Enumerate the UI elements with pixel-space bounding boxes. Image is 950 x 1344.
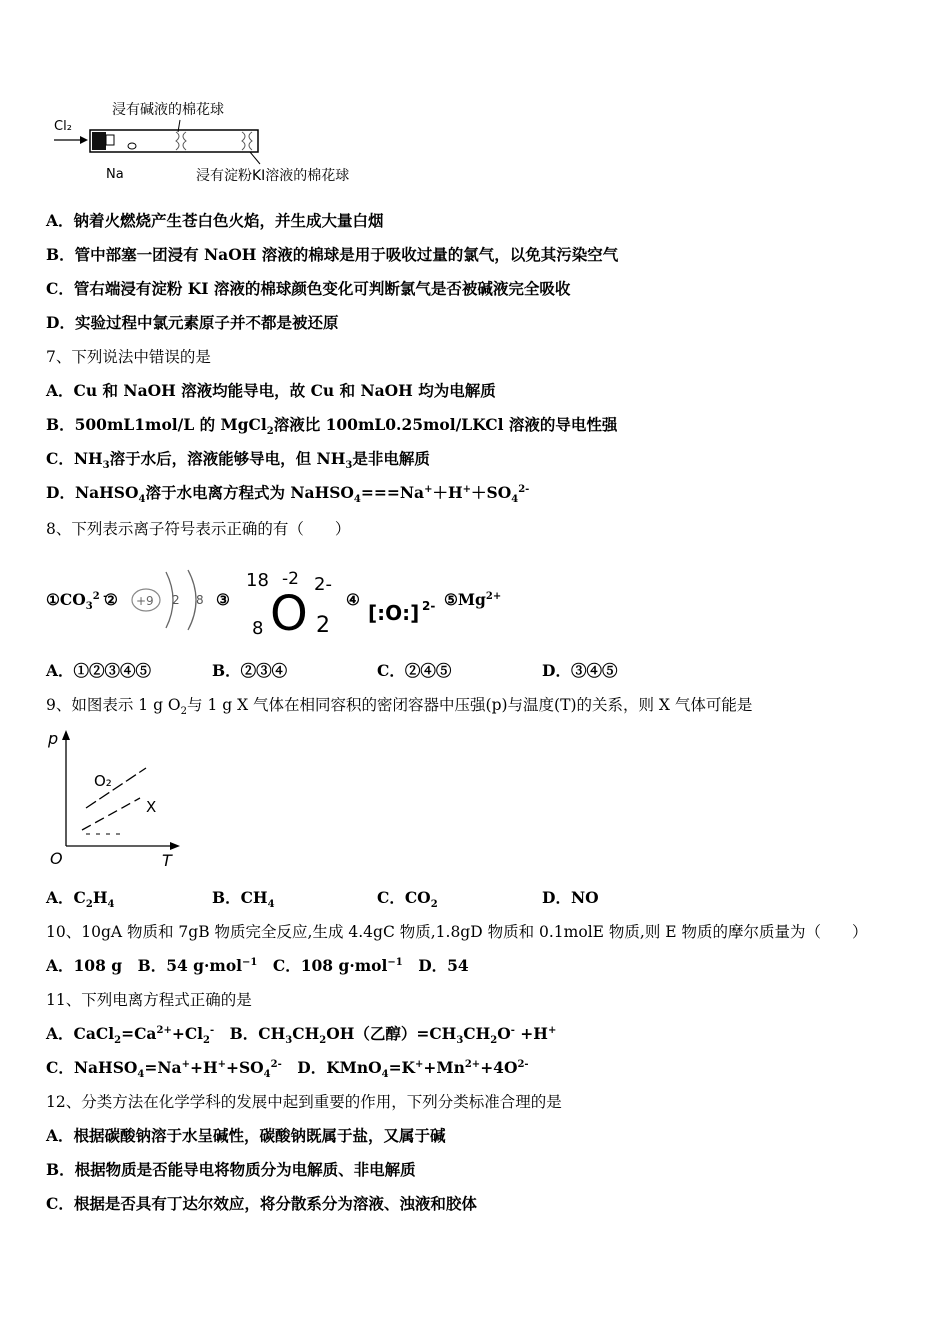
q6-option-a: A．钠着火燃烧产生苍白色火焰，并生成大量白烟 (46, 211, 384, 230)
upper-label: 浸有碱液的棉花球 (112, 102, 224, 118)
q9-option-c: C．$CO_2$ (377, 888, 438, 911)
q10-options: A．108 g B．54 g·mol$^{-1}$ C．108 g·mol$^{-1}$ D．54 (46, 956, 469, 975)
q8-items (46, 560, 566, 640)
svg-text:2: 2 (172, 593, 180, 607)
svg-text:-2: -2 (282, 569, 299, 589)
svg-text:2-: 2- (422, 599, 436, 613)
q8-item-4: ④ (346, 590, 360, 609)
q11-stem: 11、下列电离方程式正确的是 (46, 991, 252, 1009)
q9-stem: 9、如图表示 1 g $O_2$与 1 g X 气体在相同容积的密闭容器中压强(p)与温度(T)的关系，则 X 气体可能是 (46, 696, 753, 718)
cotton-ball-base (176, 132, 179, 150)
q10-stem: 10、10gA 物质和 7gB 物质完全反应,生成 4.4gC 物质,1.8gD 物质和 0.1molE 物质,则 E 物质的摩尔质量为（ ） (46, 923, 868, 941)
x-curve-label: X (146, 798, 157, 816)
q12-option-a: A．根据碳酸钠溶于水呈碱性，碳酸钠既属于盐，又属于碱 (46, 1126, 446, 1145)
q6-option-b: B．管中部塞一团浸有 NaOH 溶液的棉球是用于吸收过量的氯气，以免其污染空气 (46, 245, 619, 264)
q7-option-d: D．NaHSO$_4$溶于水电离方程式为 $NaHSO_4===Na^++H^++SO_4^{2-}$ (46, 483, 530, 506)
q12-stem: 12、分类方法在化学学科的发展中起到重要的作用，下列分类标准合理的是 (46, 1093, 562, 1111)
axis-p-label: p (48, 729, 59, 748)
lower-label: 浸有淀粉KI溶液的棉花球 (196, 168, 350, 184)
svg-text:8: 8 (196, 593, 204, 607)
q11-options-cd: C．$NaHSO_4=Na^++H^++SO_4^{2-}$ D．$KMnO_4=K^++Mn^{2+}+4O^{2-}$ (46, 1058, 529, 1081)
q8-item-5: $⑤Mg^{2+}$ (444, 590, 502, 609)
apparatus-figure (50, 96, 390, 188)
pressure-temperature-graph (46, 726, 186, 872)
q8-item-2: ② (104, 590, 118, 609)
isotope-notation (242, 560, 342, 640)
q7-stem: 7、下列说法中错误的是 (46, 348, 211, 366)
cl2-label: Cl₂ (54, 119, 72, 134)
q8-option-c: C．②④⑤ (377, 661, 452, 680)
stopper (92, 132, 106, 150)
svg-text:O: O (270, 586, 308, 640)
q12-option-c: C．根据是否具有丁达尔效应，将分散系分为溶液、浊液和胶体 (46, 1194, 477, 1213)
cotton-ball-ki (242, 132, 245, 150)
sodium-piece (128, 143, 136, 149)
axis-t-label: T (162, 851, 172, 870)
q8-stem: 8、下列表示离子符号表示正确的有（ ） (46, 520, 351, 538)
svg-text:18: 18 (246, 570, 269, 591)
q7-option-a: A．Cu 和 NaOH 溶液均能导电，故 Cu 和 NaOH 均为电解质 (46, 381, 496, 400)
origin-label: O (50, 849, 63, 868)
q7-option-b: B．500mL1mol/L 的 MgCl$_2$溶液比 100mL0.25mol/LKCl 溶液的导电性强 (46, 415, 618, 438)
svg-text:+9: +9 (136, 594, 154, 608)
q6-option-d: D．实验过程中氯元素原子并不都是被还原 (46, 313, 339, 332)
q8-item-3: ③ (216, 590, 230, 609)
q9-option-d: D．NO (542, 888, 599, 907)
svg-text:2-: 2- (314, 574, 332, 595)
q12-option-b: B．根据物质是否能导电将物质分为电解质、非电解质 (46, 1160, 416, 1179)
atom-structure-diagram (128, 562, 218, 638)
q8-item-1: $①CO_3^{2 -}$ (46, 590, 108, 613)
q8-option-d: D．③④⑤ (542, 661, 618, 680)
lewis-structure (368, 590, 448, 634)
svg-text:[:O:]: [:O:] (368, 601, 420, 625)
svg-text:8: 8 (252, 618, 264, 639)
q8-option-b: B．②③④ (212, 661, 288, 680)
q7-option-c: C．$NH_3$溶于水后，溶液能够导电，但 $NH_3$是非电解质 (46, 449, 430, 472)
o2-curve-label: O₂ (94, 772, 112, 790)
q11-options-ab: A．$CaCl_2=Ca^{2+}+Cl_2^-$ B．$CH_3CH_2OH$（乙醇）$=CH_3CH_2O^- +H^+$ (46, 1024, 557, 1047)
q6-option-c: C．管右端浸有淀粉 KI 溶液的棉球颜色变化可判断氯气是否被碱液完全吸收 (46, 279, 571, 298)
q9-option-b: B．$CH_4$ (212, 888, 275, 911)
glass-tube (90, 130, 258, 152)
x-curve (82, 798, 140, 830)
svg-text:2: 2 (316, 613, 330, 638)
na-label: Na (106, 167, 124, 182)
q8-option-a: A．①②③④⑤ (46, 661, 152, 680)
q9-option-a: A．$C_2H_4$ (46, 888, 115, 911)
